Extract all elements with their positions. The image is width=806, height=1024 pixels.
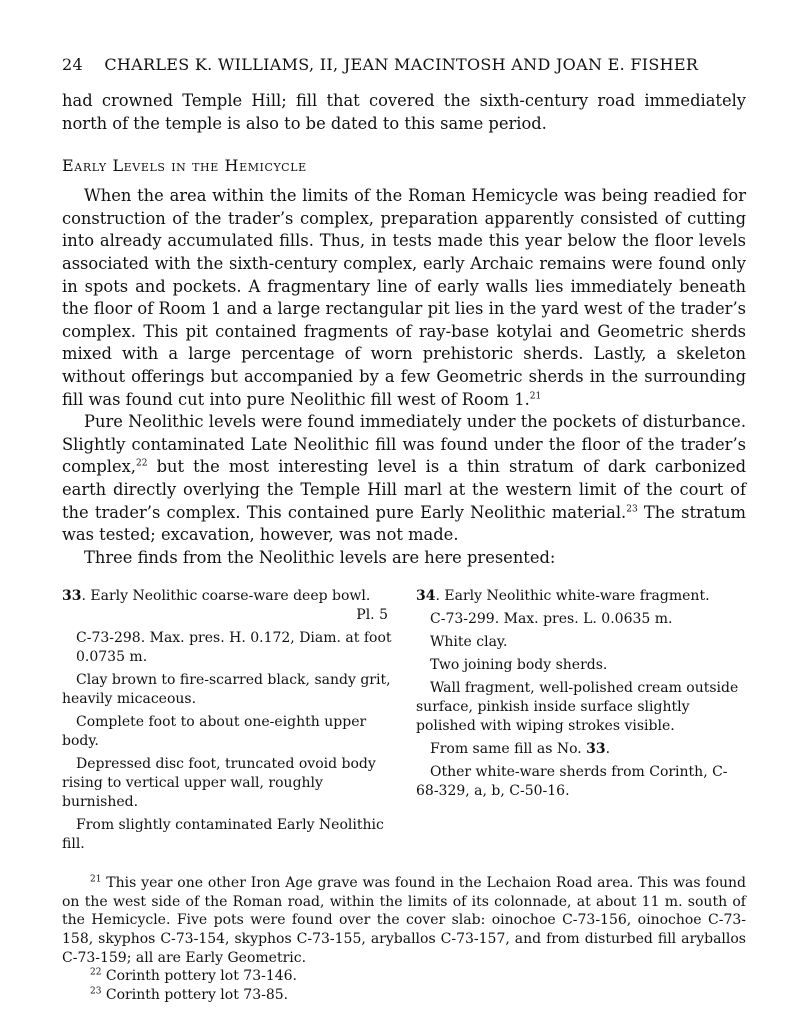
paragraph-text: Pure Neolithic levels were found immediately under the pockets of disturbance. Slightly contaminated Late Neolithic fill was found under the floor of the trader’s complex, (62, 412, 746, 477)
catalogue-title-text: . Early Neolithic white-ware fragment. (435, 588, 710, 605)
paragraph-continuation: had crowned Temple Hill; fill that covered the sixth-century road immediately north of the temple is also to be dated to this same period. (62, 91, 746, 133)
catalogue-inventory: C-73-299. Max. pres. L. 0.0635 m. (430, 611, 673, 628)
footnote-ref-21[interactable]: 21 (529, 391, 542, 402)
plate-reference: Pl. 5 (356, 607, 388, 624)
catalogue-preservation: Two joining body sherds. (430, 657, 608, 674)
catalogue-clay: Clay brown to fire-scarred black, sandy grit, heavily micaceous. (62, 672, 391, 708)
catalogue-title-text: . Early Neolithic coarse-ware deep bowl. (81, 588, 371, 605)
paragraph-finds-intro: Three finds from the Neolithic levels are here presented: (84, 547, 556, 567)
catalogue-entry-33 (62, 587, 392, 858)
footnote-21 (62, 874, 746, 967)
footnote-ref-23[interactable]: 23 (626, 504, 638, 515)
footnote-text: Corinth pottery lot 73-85. (101, 986, 289, 1003)
footnote-22 (62, 967, 746, 986)
page-number: 24 (62, 55, 83, 74)
running-header (62, 52, 746, 78)
catalogue-inventory: C-73-298. Max. pres. H. 0.172, Diam. at foot 0.0735 m. (76, 630, 392, 666)
paragraph-neolithic-levels (62, 411, 746, 547)
context-reference: 33 (586, 741, 606, 758)
catalogue-number: 34 (416, 588, 436, 605)
paragraph-text: but the most interesting level is a thin stratum of dark carbonized earth directly overlying the Temple Hill marl at the western limit of the court of the trader’s complex. This contained pure Early Neolithic material. (62, 457, 746, 522)
catalogue-description: Depressed disc foot, truncated ovoid body rising to vertical upper wall, roughly burnished. (62, 756, 376, 811)
footnote-marker: 22 (90, 967, 102, 978)
running-header-authors: CHARLES K. WILLIAMS, II, JEAN MACINTOSH AND JOAN E. FISHER (104, 55, 699, 74)
footnotes (62, 874, 746, 1004)
catalogue-entry-34 (416, 587, 746, 858)
paragraph-text: When the area within the limits of the Roman Hemicycle was being readied for construction of the trader’s complex, preparation apparently consisted of cutting into already accumulated fills. Thus, in tests made this year below the floor levels associated with the sixth-century complex, early Archaic remains were found only in spots and pockets. A fragmentary line of early walls lies immediately beneath the floor of Room 1 and a large rectangular pit lies in the yard west of the trader’s complex. This pit contained fragments of ray-base kotylai and Geometric sherds mixed with a large percentage of worn prehistoric sherds. Lastly, a skeleton without offerings but accompanied by a few Geometric sherds in the surrounding fill was found cut into pure Neolithic fill west of Room 1. (62, 186, 746, 409)
page (62, 52, 746, 1004)
paragraph-text: The stratum was tested; excavation, however, was not made. (62, 502, 746, 545)
catalogue-title (416, 587, 746, 606)
context-suffix: . (605, 741, 611, 758)
footnote-marker: 23 (90, 986, 102, 997)
catalogue-context: From slightly contaminated Early Neolithic fill. (62, 817, 384, 853)
footnote-marker: 21 (90, 874, 102, 885)
context-text: From same fill as No. (430, 741, 587, 758)
footnote-text: Corinth pottery lot 73-146. (101, 968, 298, 985)
section-heading: Early Levels in the Hemicycle (62, 156, 307, 176)
catalogue-context (416, 740, 746, 759)
catalogue-columns (62, 587, 746, 858)
catalogue-number: 33 (62, 588, 82, 605)
catalogue-description: Wall fragment, well-polished cream outside surface, pinkish inside surface slightly polished with wiping strokes visible. (416, 680, 739, 735)
catalogue-comparanda: Other white-ware sherds from Corinth, C-68-329, a, b, C-50-16. (416, 764, 728, 800)
catalogue-preservation: Complete foot to about one-eighth upper body. (62, 714, 367, 750)
catalogue-clay: White clay. (430, 634, 508, 651)
footnote-ref-22[interactable]: 22 (135, 458, 148, 469)
catalogue-title (62, 587, 392, 606)
paragraph-early-levels (62, 185, 746, 411)
footnote-23 (62, 986, 746, 1005)
footnote-text: This year one other Iron Age grave was found in the Lechaion Road area. This was found on the west side of the Roman road, within the limits of its colonnade, at about 11 m. south of the Hemicycle. Five pots were found over the cover slab: oinochoe C-73-156, oinochoe C-73-158, skyphos C-73-154, skyphos C-73-155, aryballos C-73-157, and from disturbed fill aryballos C-73-159; all are Early Geometric. (62, 875, 746, 966)
